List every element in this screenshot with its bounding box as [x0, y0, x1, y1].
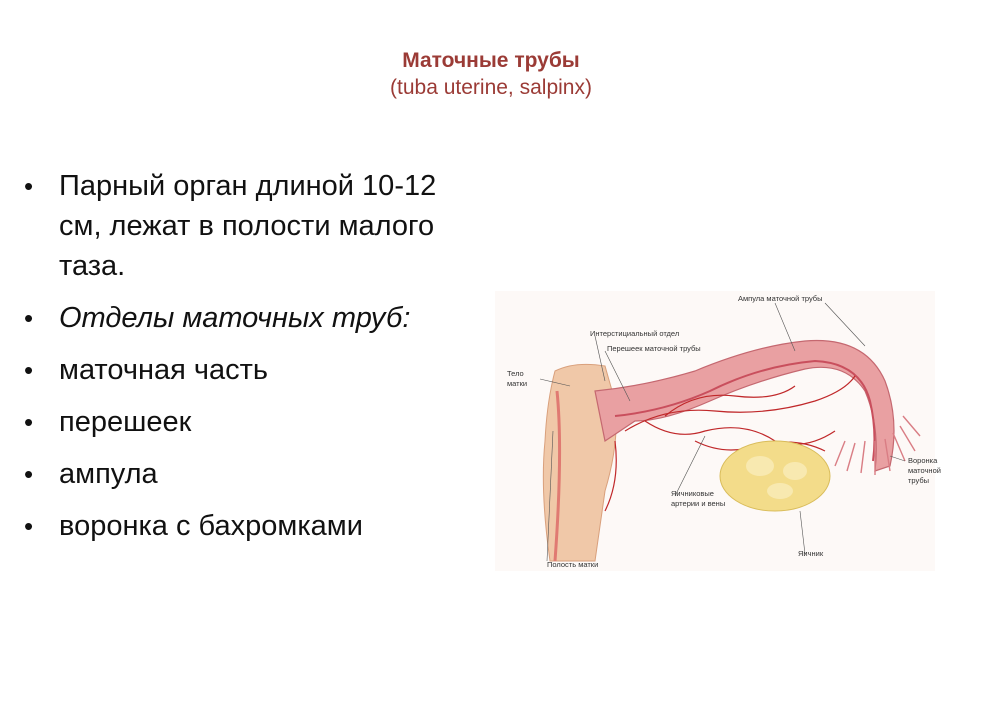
- label-uterus-body-1: Тело: [507, 369, 524, 378]
- label-ovary: Яичник: [798, 549, 824, 558]
- slide-subtitle: (tuba uterine, salpinx): [390, 76, 592, 99]
- bullet-dot-icon: •: [24, 171, 34, 201]
- label-interstitial: Интерстициальный отдел: [590, 329, 680, 338]
- bullet-text: перешеек: [59, 406, 192, 438]
- bullet-item: [24, 350, 444, 390]
- bullet-text: Парный орган длиной 10-12 см, лежат в полости малого таза.: [59, 170, 437, 282]
- label-vessels-2: артерии и вены: [671, 499, 726, 508]
- bullet-list: [24, 166, 444, 558]
- bullet-item: [24, 402, 444, 442]
- bullet-dot-icon: •: [24, 407, 34, 437]
- bullet-item: [24, 454, 444, 494]
- ovary-follicle: [767, 483, 793, 499]
- bullet-text: воронка с бахромками: [59, 510, 363, 542]
- label-infundibulum-2: маточной: [908, 466, 941, 475]
- label-infundibulum-3: трубы: [908, 476, 930, 485]
- fallopian-tube-illustration: [495, 291, 941, 571]
- ovary-shape: [720, 441, 830, 511]
- label-uterus-body-2: матки: [507, 379, 528, 388]
- bullet-item: [24, 298, 444, 338]
- bullet-text: маточная часть: [59, 354, 269, 386]
- ovary-follicle: [783, 462, 807, 480]
- bullet-dot-icon: •: [24, 459, 34, 489]
- ovary-follicle: [746, 456, 774, 476]
- label-isthmus: Перешеек маточной трубы: [607, 344, 701, 353]
- bullet-text: Отделы маточных труб:: [59, 302, 411, 334]
- label-vessels-1: Яичниковые: [671, 489, 714, 498]
- bullet-item: [24, 506, 444, 546]
- slide-title-block: [0, 47, 982, 102]
- bullet-dot-icon: •: [24, 355, 34, 385]
- anatomy-drawing: [495, 291, 941, 571]
- bullet-dot-icon: •: [24, 511, 34, 541]
- bullet-item: [24, 166, 444, 286]
- label-ampulla: Ампула маточной трубы: [738, 294, 823, 303]
- label-infundibulum-1: Воронка: [908, 456, 938, 465]
- bullet-dot-icon: •: [24, 303, 34, 333]
- bullet-text: ампула: [59, 458, 158, 490]
- label-uterine-cavity: Полость матки: [547, 560, 599, 569]
- slide-title: Маточные трубы: [402, 49, 580, 72]
